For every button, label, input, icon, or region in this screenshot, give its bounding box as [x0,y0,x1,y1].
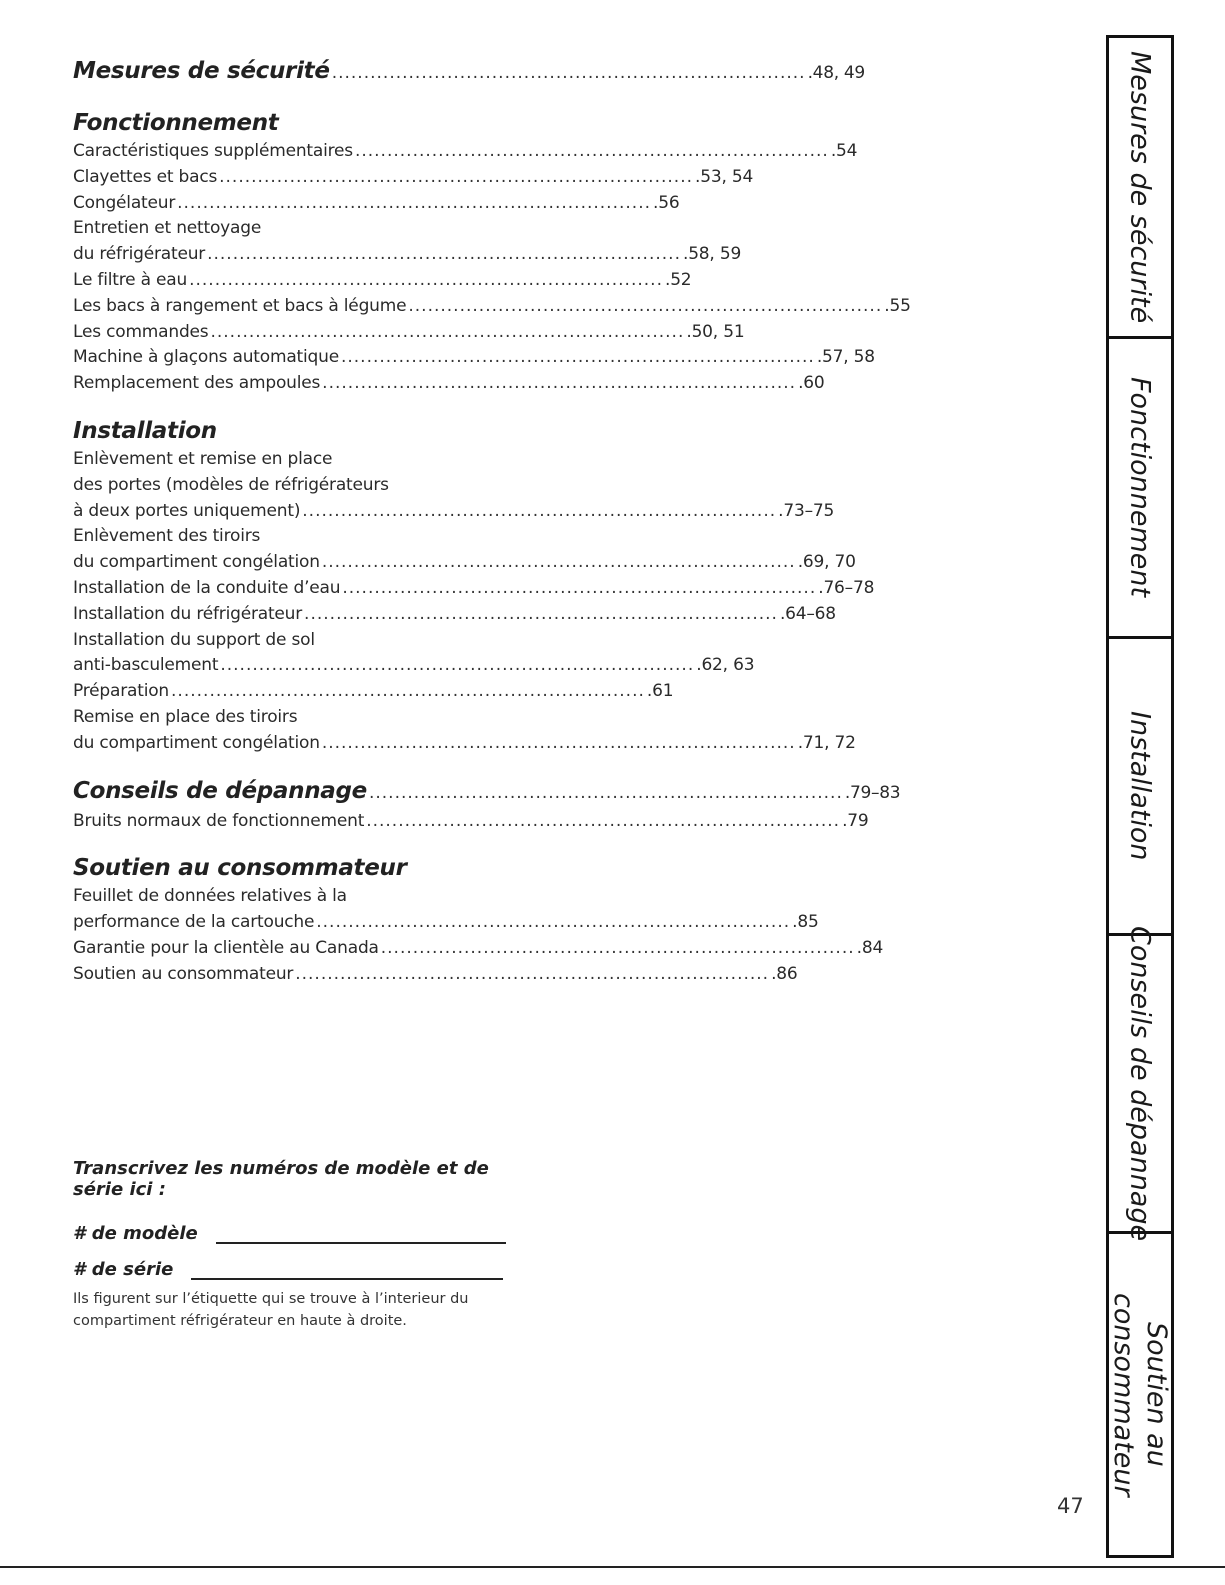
dot-leader: .......................................................................... [321,732,796,753]
toc-entry-label: Remise en place des tiroirs [73,706,298,727]
toc-entry-label: Installation du support de sol [73,629,315,650]
toc-entry[interactable] [73,731,856,757]
toc-entry[interactable] [73,884,483,910]
toc-entry[interactable] [73,576,875,602]
toc-entry-label: Feuillet de données relatives à la [73,886,347,907]
toc-entry-label: Le filtre à eau [73,269,188,290]
model-serial-record [73,1158,533,1332]
toc-entry[interactable] [73,139,858,165]
page-number: 47 [1057,1494,1084,1518]
toc-entry-label: du compartiment congélation [73,552,320,573]
section-title-text: Soutien au consommateur [73,855,407,882]
toc-section-title[interactable] [73,55,865,89]
page-ref: .53, 54 [695,166,754,187]
toc-entry[interactable] [73,679,674,705]
dot-leader: .......................................................................... [366,810,841,831]
dot-leader: .......................................................................... [380,937,855,958]
page-ref: .54 [830,141,858,161]
record-title: Transcrivez les numéros de modèle et de série ici : [73,1158,489,1200]
serial-number-label: # de série [73,1259,174,1280]
toc-entry[interactable] [73,294,911,320]
toc-entry-label: à deux portes uniquement) [73,500,301,521]
page-ref: .60 [798,373,825,394]
toc-entry[interactable] [73,705,483,731]
toc-entry-label: Caractéristiques supplémentaires [73,141,353,161]
toc-section-title[interactable] [73,415,483,447]
section-title-text: Conseils de dépannage [73,777,367,804]
toc-entry-label: Préparation [73,681,170,702]
toc-entry[interactable] [73,628,483,654]
side-tab-soutien[interactable] [1109,1234,1171,1555]
toc-entry-label: du réfrigérateur [73,244,206,265]
dot-leader: .......................................................................... [189,269,663,290]
page-ref: .57, 58 [816,347,875,368]
toc-entry[interactable] [73,602,836,628]
side-tab-depannage[interactable] [1109,925,1171,1242]
toc-entry-label: Les commandes [73,321,209,342]
dot-leader: .......................................................................... [210,321,685,342]
serial-number-line[interactable] [191,1256,503,1280]
table-of-contents [73,55,911,1006]
toc-entry[interactable] [73,165,754,191]
page-ref: .69, 70 [797,552,856,573]
page-ref: .64–68 [779,603,836,624]
toc-section-securite [73,55,865,89]
section-title-text: Mesures de sécurité [73,58,330,84]
toc-entry-label: Clayettes et bacs [73,166,218,187]
toc-section-title[interactable] [73,852,483,884]
page-ref: .61 [646,681,674,702]
toc-section-title[interactable] [73,775,901,809]
page-bottom-rule [0,1566,1225,1568]
dot-leader: .......................................................................... [207,244,681,265]
page-ref: .79–83 [844,782,901,803]
toc-section-depannage [73,775,901,835]
toc-entry[interactable] [73,320,745,346]
toc-entry-label: Garantie pour la clientèle au Canada [73,937,379,958]
dot-leader: .......................................................................... [220,655,695,676]
toc-entry[interactable] [73,345,875,371]
side-tab-installation[interactable] [1109,639,1171,933]
model-number-label: # de modèle [73,1223,198,1244]
dot-leader: .......................................................................... [171,681,645,702]
page-ref: .84 [856,937,884,958]
toc-entry[interactable] [73,499,835,525]
page-ref: .50, 51 [686,321,745,342]
toc-entry-label: Installation du réfrigérateur [73,603,303,624]
page-ref: .48, 49 [807,63,865,83]
toc-entry-label: Soutien au consommateur [73,963,294,984]
dot-leader: .......................................................................... [354,141,829,161]
toc-entry[interactable] [73,653,755,679]
toc-entry[interactable] [73,524,483,550]
dot-leader: .......................................................................... [321,552,796,573]
side-tab-label: Fonctionnement [1124,377,1156,598]
page-ref: .71, 72 [797,732,856,753]
side-tab-label: Installation [1124,711,1156,861]
toc-section-soutien [73,852,884,987]
toc-entry[interactable] [73,910,819,936]
page-ref: .73–75 [778,500,835,521]
toc-entry-label: Remplacement des ampoules [73,373,321,394]
dot-leader: .......................................................................... [322,373,797,394]
section-title-text: Installation [73,417,217,444]
toc-entry-label: Enlèvement des tiroirs [73,526,261,547]
toc-section-title[interactable] [73,107,483,139]
toc-entry[interactable] [73,473,483,499]
dot-leader: .......................................................................... [295,963,770,984]
toc-entry-label: des portes (modèles de réfrigérateurs [73,474,389,495]
toc-entry[interactable] [73,216,483,242]
record-note: Ils figurent sur l’étiquette qui se trouve à l’interieur du compartiment réfrigérateur en haute à droite. [73,1291,469,1329]
toc-entry-label: Les bacs à rangement et bacs à légume [73,295,407,316]
side-tab-securite[interactable] [1109,38,1171,336]
toc-entry[interactable] [73,191,680,217]
serial-number-field[interactable] [73,1244,533,1280]
dot-leader: .......................................................................... [408,295,883,316]
page-ref: .86 [771,963,798,984]
dot-leader: .......................................................................... [302,500,777,521]
toc-entry-label: du compartiment congélation [73,732,320,753]
toc-entry-label: Machine à glaçons automatique [73,347,339,368]
page-ref: .52 [664,269,692,290]
dot-leader: .......................................................................... [340,347,815,368]
side-tab-strip [1106,35,1174,1558]
side-tab-label [1107,1293,1173,1497]
toc-section-installation [73,415,875,757]
toc-entry-label: Enlèvement et remise en place [73,448,333,469]
page-ref: .58, 59 [682,244,742,265]
toc-entry[interactable] [73,809,869,835]
toc-entry[interactable] [73,962,798,988]
toc-entry-label: Entretien et nettoyage [73,218,262,239]
model-number-line[interactable] [216,1220,506,1244]
dot-leader: .......................................................................... [219,166,694,187]
side-tab-label-line-1: Soutien au [1141,1322,1172,1467]
toc-entry-label: Congélateur [73,192,176,213]
toc-entry-label: Installation de la conduite d’eau [73,577,341,598]
toc-section-fonctionnement [73,107,911,397]
toc-entry[interactable] [73,936,884,962]
dot-leader: .......................................................................... [316,912,791,933]
page-ref: .79 [842,810,869,831]
side-tab-fonctionnement[interactable] [1109,339,1171,636]
dot-leader: .......................................................................... [342,577,817,598]
side-tab-label-line-2: consommateur [1108,1292,1139,1497]
toc-entry[interactable] [73,268,692,294]
toc-entry[interactable] [73,550,856,576]
toc-entry-label: anti-basculement [73,655,219,676]
toc-entry[interactable] [73,242,742,268]
dot-leader: .......................................................................... [304,603,778,624]
toc-entry-label: Bruits normaux de fonctionnement [73,810,365,831]
side-tab-label: Conseils de dépannage [1124,925,1156,1242]
page-ref: .76–78 [818,577,875,598]
page-ref: .62, 63 [696,655,755,676]
section-title-text: Fonctionnement [73,110,279,136]
page-ref: .55 [884,295,911,316]
model-number-field[interactable] [73,1208,533,1244]
page-ref: .85 [792,912,819,933]
page-ref: .56 [653,192,680,213]
side-tab-label: Mesures de sécurité [1124,50,1156,324]
toc-entry-label: performance de la cartouche [73,912,315,933]
toc-entry[interactable] [73,447,483,473]
toc-entry[interactable] [73,371,825,397]
dot-leader: .......................................................................... [331,63,806,83]
dot-leader: .......................................................................... [368,782,843,803]
dot-leader: .......................................................................... [177,192,652,213]
